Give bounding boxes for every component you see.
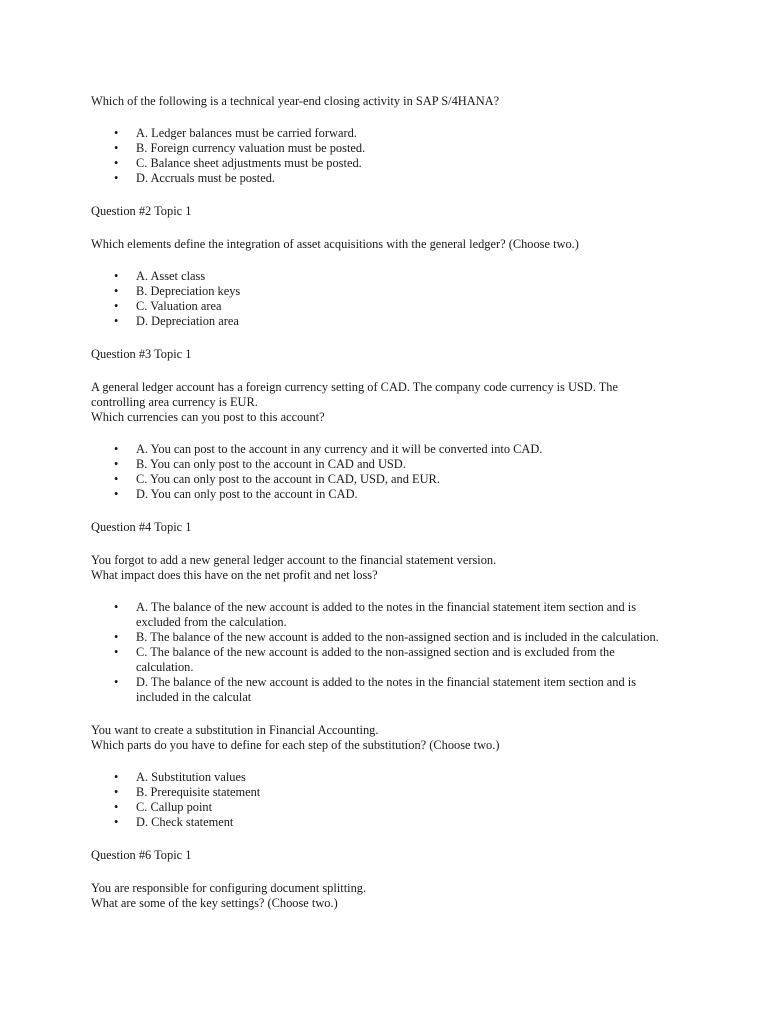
options-list bbox=[91, 600, 678, 705]
question-line: What are some of the key settings? (Choose two.) bbox=[91, 896, 338, 910]
spacer bbox=[91, 830, 678, 848]
question-line: You want to create a substitution in Financial Accounting. bbox=[91, 723, 379, 737]
list-item: • D. You can only post to the account in CAD. bbox=[114, 487, 358, 501]
bullet-icon: • bbox=[114, 314, 119, 328]
bullet-icon: • bbox=[114, 645, 119, 659]
bullet-icon: • bbox=[114, 156, 119, 170]
list-item: • C. Valuation area bbox=[114, 299, 222, 313]
question-line: You forgot to add a new general ledger account to the financial statement version. bbox=[91, 553, 497, 567]
bullet-icon: • bbox=[114, 770, 119, 784]
list-item: • D. The balance of the new account is added to the notes in the financial statement item section and is included in the calculat bbox=[114, 675, 637, 704]
bullet-icon: • bbox=[114, 472, 119, 486]
spacer bbox=[91, 535, 678, 553]
list-item: • A. The balance of the new account is added to the notes in the financial statement item section and is excluded from the calculation. bbox=[114, 600, 637, 629]
question-block-2 bbox=[91, 204, 678, 329]
bullet-icon: • bbox=[114, 800, 119, 814]
question-text bbox=[91, 380, 678, 425]
question-line: Which currencies can you post to this account? bbox=[91, 410, 325, 424]
list-item: • B. Depreciation keys bbox=[114, 284, 241, 298]
list-item: • B. The balance of the new account is added to the non-assigned section and is included in the calculation. bbox=[114, 630, 659, 644]
spacer bbox=[91, 329, 678, 347]
topic-heading: Question #4 Topic 1 bbox=[91, 520, 192, 534]
question-line: Which parts do you have to define for each step of the substitution? (Choose two.) bbox=[91, 738, 500, 752]
bullet-icon: • bbox=[114, 126, 119, 140]
bullet-icon: • bbox=[114, 284, 119, 298]
topic-heading: Question #2 Topic 1 bbox=[91, 204, 192, 218]
question-line: Which of the following is a technical year-end closing activity in SAP S/4HANA? bbox=[91, 94, 500, 108]
bullet-icon: • bbox=[114, 815, 119, 829]
question-block-4 bbox=[91, 520, 678, 705]
question-line: What impact does this have on the net profit and net loss? bbox=[91, 568, 378, 582]
list-item: • D. Accruals must be posted. bbox=[114, 171, 276, 185]
list-item: • B. Prerequisite statement bbox=[114, 785, 261, 799]
question-text bbox=[91, 881, 678, 911]
bullet-icon: • bbox=[114, 171, 119, 185]
list-item: • A. Asset class bbox=[114, 269, 206, 283]
bullet-icon: • bbox=[114, 299, 119, 313]
bullet-icon: • bbox=[114, 269, 119, 283]
topic-heading: Question #3 Topic 1 bbox=[91, 347, 192, 361]
question-text bbox=[91, 94, 678, 109]
question-line: A general ledger account has a foreign currency setting of CAD. The company code currency is USD. The bbox=[91, 380, 618, 394]
spacer bbox=[91, 502, 678, 520]
list-item: • A. Ledger balances must be carried forward. bbox=[114, 126, 357, 140]
list-item: • C. You can only post to the account in CAD, USD, and EUR. bbox=[114, 472, 440, 486]
question-block-3 bbox=[91, 347, 678, 502]
bullet-icon: • bbox=[114, 457, 119, 471]
spacer bbox=[91, 219, 678, 237]
options-list bbox=[91, 269, 678, 329]
bullet-icon: • bbox=[114, 785, 119, 799]
question-line: You are responsible for configuring document splitting. bbox=[91, 881, 367, 895]
options-list bbox=[91, 126, 678, 186]
spacer bbox=[91, 705, 678, 723]
spacer bbox=[91, 186, 678, 204]
options-list bbox=[91, 770, 678, 830]
bullet-icon: • bbox=[114, 630, 119, 644]
list-item: • D. Depreciation area bbox=[114, 314, 239, 328]
bullet-icon: • bbox=[114, 141, 119, 155]
spacer bbox=[91, 863, 678, 881]
list-item: • B. You can only post to the account in CAD and USD. bbox=[114, 457, 406, 471]
question-text bbox=[91, 553, 678, 583]
list-item: • C. The balance of the new account is added to the non-assigned section and is excluded from the calculation. bbox=[114, 645, 615, 674]
list-item: • A. You can post to the account in any currency and it will be converted into CAD. bbox=[114, 442, 543, 456]
list-item: • A. Substitution values bbox=[114, 770, 246, 784]
options-list bbox=[91, 442, 678, 502]
topic-heading: Question #6 Topic 1 bbox=[91, 848, 192, 862]
list-item: • B. Foreign currency valuation must be posted. bbox=[114, 141, 366, 155]
question-block-5 bbox=[91, 723, 678, 830]
bullet-icon: • bbox=[114, 600, 119, 614]
question-line: controlling area currency is EUR. bbox=[91, 395, 258, 409]
question-line: Which elements define the integration of asset acquisitions with the general ledger? (Choose two.) bbox=[91, 237, 579, 251]
bullet-icon: • bbox=[114, 487, 119, 501]
question-block-6 bbox=[91, 848, 678, 911]
spacer bbox=[91, 362, 678, 380]
bullet-icon: • bbox=[114, 442, 119, 456]
list-item: • C. Balance sheet adjustments must be posted. bbox=[114, 156, 362, 170]
question-block-1 bbox=[91, 94, 678, 186]
question-text bbox=[91, 723, 678, 753]
list-item: • C. Callup point bbox=[114, 800, 213, 814]
question-text bbox=[91, 237, 678, 252]
bullet-icon: • bbox=[114, 675, 119, 689]
list-item: • D. Check statement bbox=[114, 815, 234, 829]
